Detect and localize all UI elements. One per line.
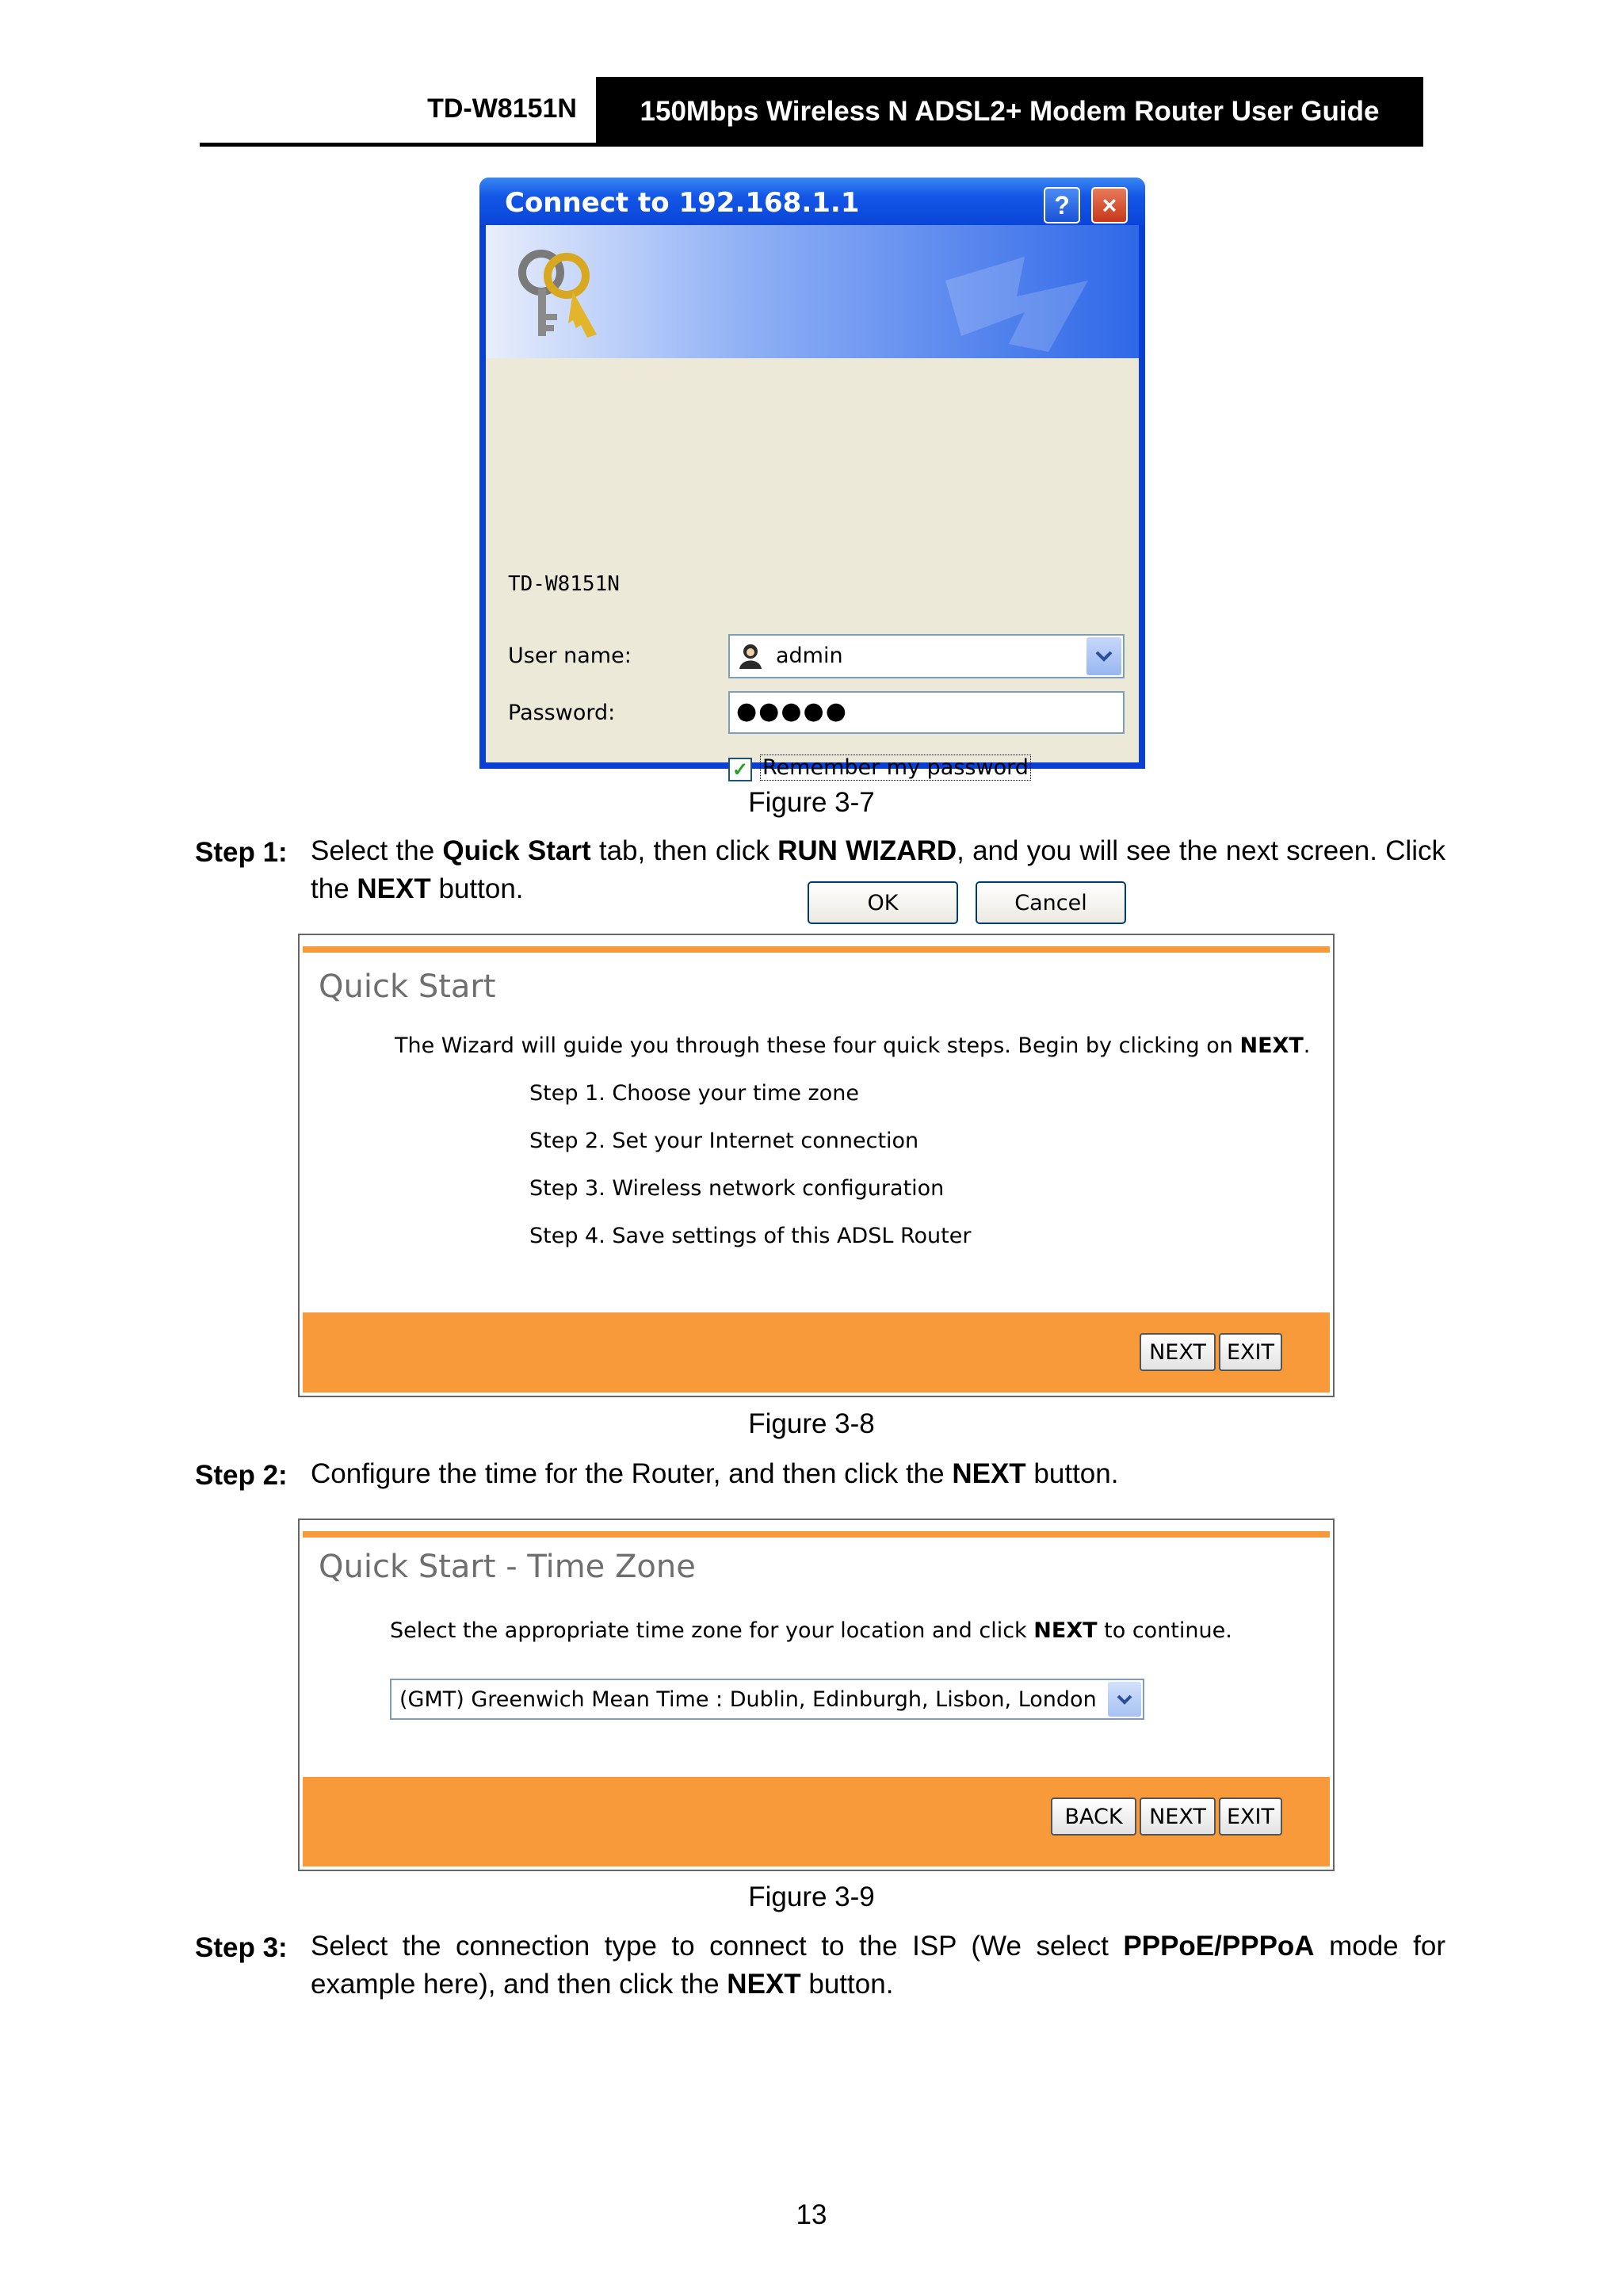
step-text [311, 1927, 1445, 2004]
user-icon [736, 642, 765, 670]
step-text [311, 832, 1445, 908]
time-zone-select[interactable] [390, 1679, 1144, 1720]
header-title: 150Mbps Wireless N ADSL2+ Modem Router User Guide [596, 77, 1423, 147]
dialog-titlebar [479, 178, 1145, 225]
keys-icon [510, 241, 613, 344]
back-button[interactable]: BACK [1051, 1797, 1136, 1836]
list-item: Step 2. Set your Internet connection [529, 1129, 919, 1153]
chevron-down-icon[interactable] [1086, 637, 1121, 675]
device-name: TD-W8151N [508, 572, 620, 596]
close-button[interactable]: × [1091, 187, 1128, 223]
button-bar [303, 1777, 1330, 1866]
step-text [311, 1455, 1445, 1493]
step-text-run: tab, then click [590, 835, 778, 866]
chevron-down-icon[interactable] [1108, 1682, 1141, 1717]
list-item: Step 1. Choose your time zone [529, 1081, 859, 1106]
step-text-run: button. [800, 1969, 894, 2000]
step-text-run: Configure the time for the Router, and then click the [311, 1458, 953, 1489]
step-text-run: Select the [311, 835, 443, 866]
time-zone-intro: Select the appropriate time zone for your location and click NEXT to continue. [390, 1618, 1232, 1643]
step-text-bold: NEXT [952, 1458, 1026, 1489]
panel-title: Quick Start - Time Zone [319, 1549, 696, 1585]
list-item: Step 3. Wireless network configuration [529, 1176, 945, 1201]
wizard-intro: The Wizard will guide you through these four quick steps. Begin by clicking on NEXT. [395, 1033, 1311, 1058]
password-label: Password: [508, 701, 616, 725]
exit-button[interactable]: EXIT [1219, 1797, 1282, 1836]
username-value: admin [776, 644, 843, 668]
step-text-bold: NEXT [357, 873, 431, 904]
cancel-button[interactable]: Cancel [976, 881, 1126, 924]
step-label: Step 1: [195, 837, 288, 868]
step-text-run: Select the connection type to connect to the ISP (We select [311, 1931, 1124, 1962]
exit-button[interactable]: EXIT [1219, 1333, 1282, 1371]
step-text-bold: RUN WIZARD [777, 835, 957, 866]
step-label: Step 3: [195, 1932, 288, 1963]
ok-button[interactable]: OK [808, 881, 958, 924]
quick-start-panel [298, 934, 1335, 1397]
list-item: Step 4. Save settings of this ADSL Router [529, 1224, 972, 1248]
step-text-run: , and you will see the next screen. Click the [311, 835, 1445, 904]
password-input[interactable] [728, 691, 1125, 734]
time-zone-panel [298, 1519, 1335, 1871]
remember-label[interactable]: Remember my password [760, 755, 1031, 781]
page-number: 13 [796, 2199, 827, 2230]
time-zone-value: (GMT) Greenwich Mean Time : Dublin, Edinburgh, Lisbon, London [399, 1687, 1097, 1712]
step-text-run: mode for example here), and then click the [311, 1931, 1445, 2000]
username-combobox[interactable] [728, 634, 1125, 678]
next-button[interactable]: NEXT [1140, 1333, 1216, 1371]
figure-caption: Figure 3-9 [748, 1881, 875, 1912]
step-label: Step 2: [195, 1460, 288, 1491]
step-text-bold: NEXT [727, 1969, 801, 2000]
figure-caption: Figure 3-7 [748, 787, 875, 818]
panel-title: Quick Start [319, 968, 496, 1005]
figure-caption: Figure 3-8 [748, 1408, 875, 1439]
username-label: User name: [508, 644, 632, 668]
header-model: TD-W8151N [427, 94, 577, 124]
step-text-run: button. [1025, 1458, 1119, 1489]
remember-checkbox[interactable]: ✓ [728, 758, 752, 781]
dialog-banner [486, 225, 1139, 358]
step-text-bold: PPPoE/PPPoA [1123, 1931, 1315, 1962]
step-text-bold: Quick Start [442, 835, 591, 866]
banner-watermark [930, 249, 1104, 358]
orange-top-rule [303, 946, 1330, 953]
step-text-run: button. [430, 873, 524, 904]
help-button[interactable]: ? [1044, 187, 1080, 223]
header-rule [200, 143, 596, 147]
password-value: ●●●●● [736, 697, 848, 725]
next-button[interactable]: NEXT [1140, 1797, 1216, 1836]
dialog-title: Connect to 192.168.1.1 [505, 187, 860, 219]
button-bar [303, 1312, 1330, 1392]
orange-top-rule [303, 1531, 1330, 1538]
